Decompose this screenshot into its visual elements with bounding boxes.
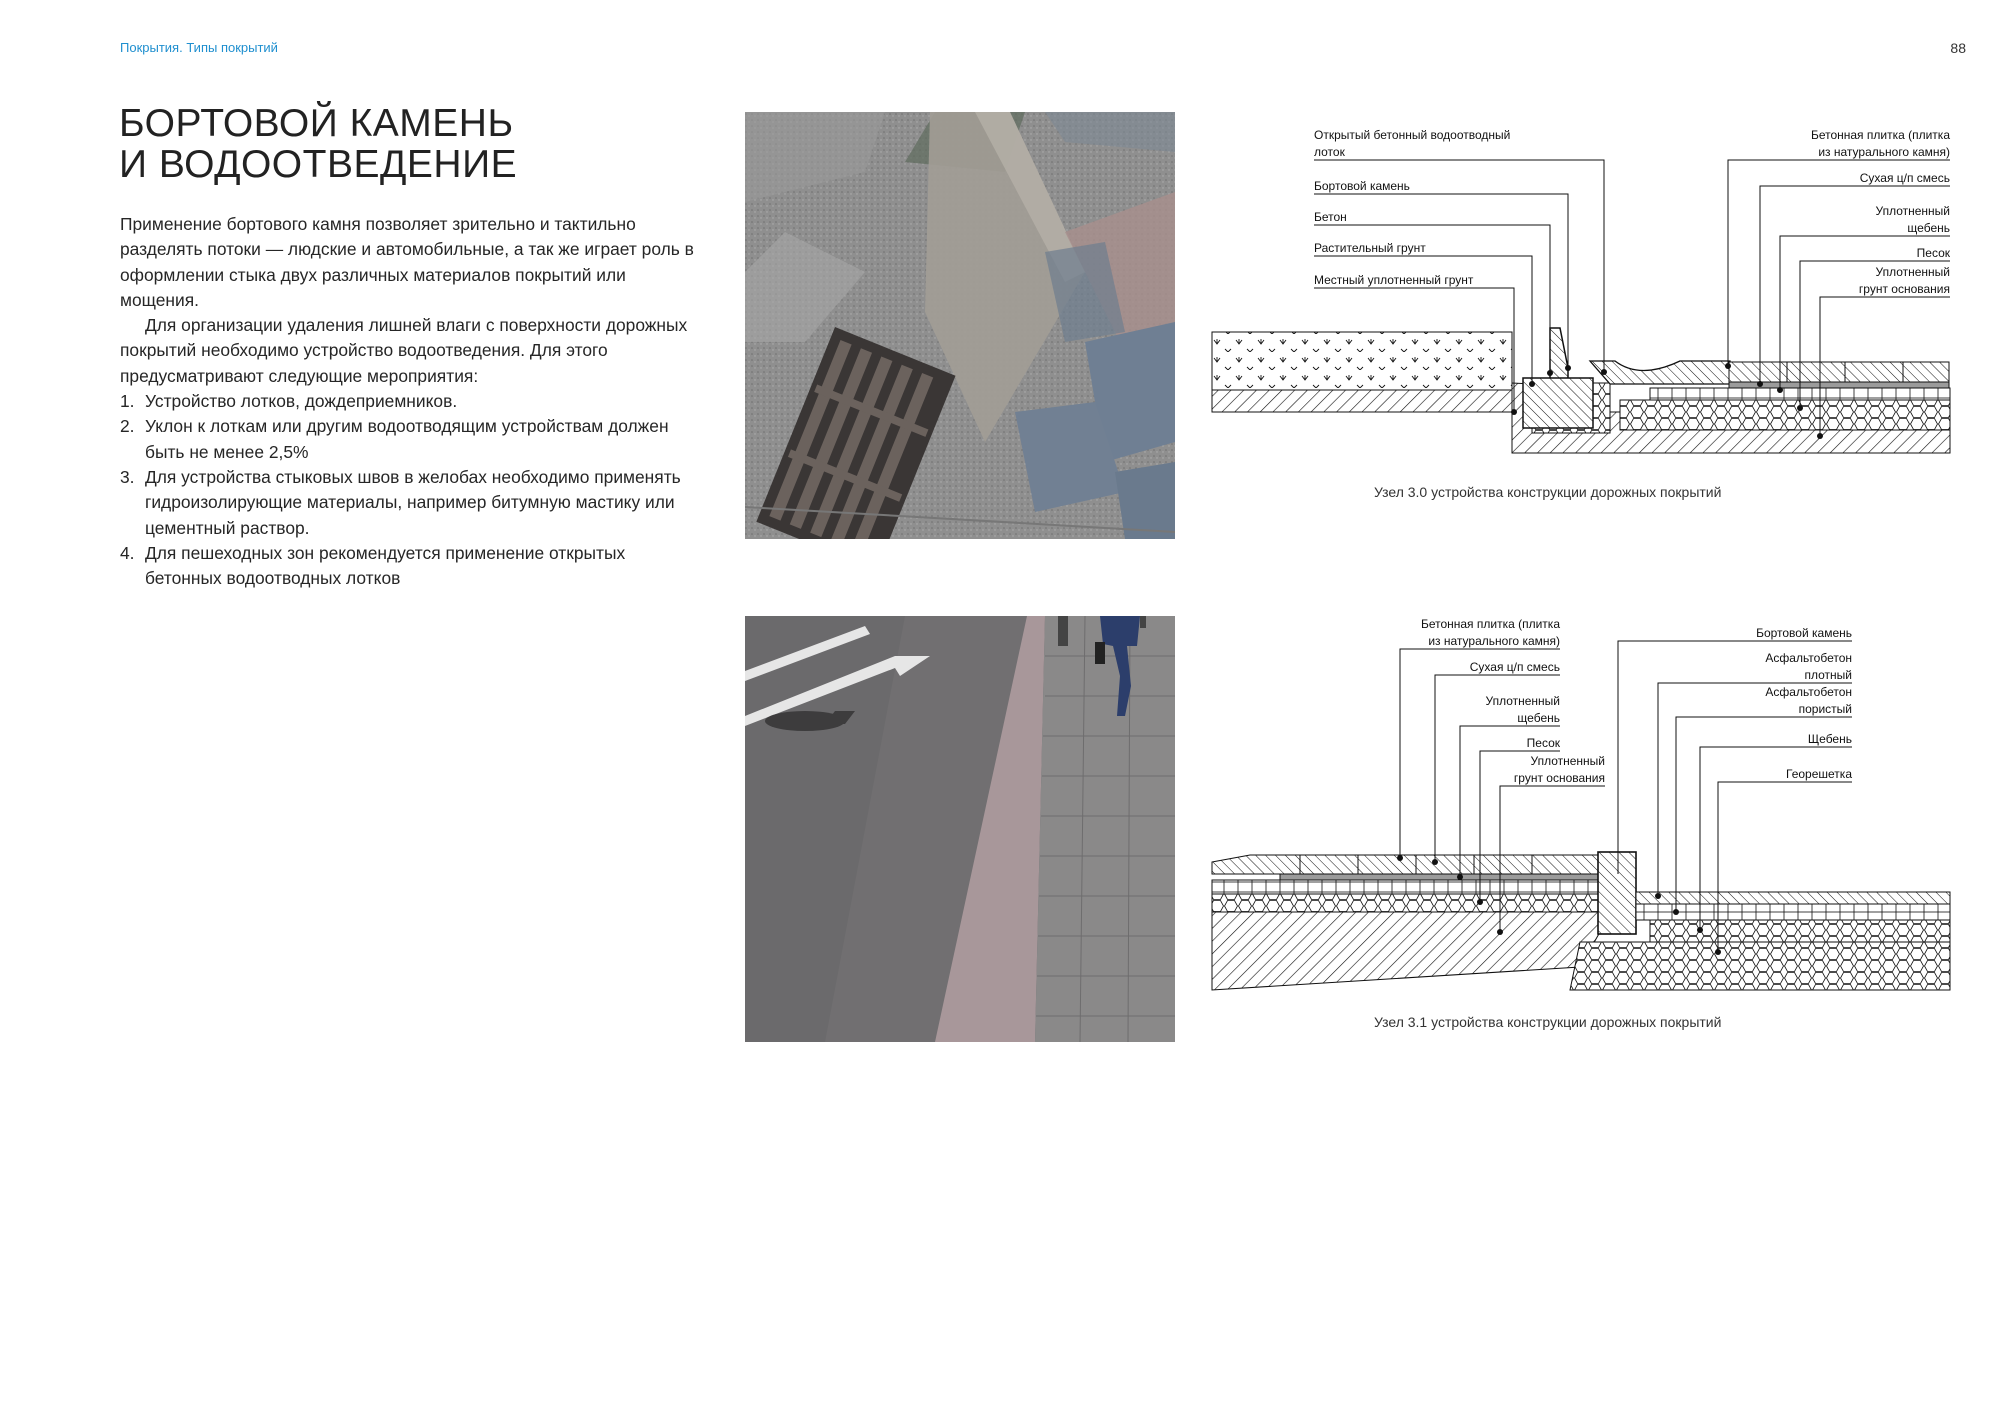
- label-base-soil-2: грунт основания: [1513, 771, 1605, 785]
- paragraph-1: Применение бортового камня позволяет зрительно и тактильно разделять потоки — людские и автомобильные, а так же играет роль в оформлении стыка двух различных материалов покрытий или мощения.: [120, 214, 694, 310]
- label-open-tray-2: лоток: [1314, 145, 1345, 159]
- label-sand: Песок: [1526, 736, 1560, 750]
- list-text: Для пешеходных зон рекомендуется применение открытых бетонных водоотводных лотков: [145, 542, 626, 589]
- label-base-soil-2: грунт основания: [1858, 282, 1950, 296]
- page-title: [119, 103, 517, 185]
- label-curb: Бортовой камень: [1756, 626, 1852, 640]
- page-title-line2: И ВОДООТВЕДЕНИЕ: [119, 143, 518, 186]
- measures-list: [120, 389, 700, 591]
- label-geogrid: Георешетка: [1786, 767, 1852, 781]
- list-number: 2.: [120, 416, 135, 437]
- list-item: [120, 541, 700, 592]
- list-text: Уклон к лоткам или другим водоотводящим устройствам должен быть не менее 2,5%: [145, 416, 669, 462]
- label-dry-mix: Сухая ц/п смесь: [1859, 171, 1950, 185]
- label-crushed-stone: Щебень: [1807, 732, 1852, 746]
- body-text: [120, 212, 700, 591]
- list-number: 1.: [120, 391, 135, 412]
- label-tile-2: из натурального камня): [1428, 634, 1560, 648]
- label-asphalt-dense-2: плотный: [1804, 668, 1852, 682]
- drain-grate-photo: [745, 112, 1175, 539]
- label-asphalt-porous-2: пористый: [1798, 702, 1852, 716]
- list-number: 4.: [120, 542, 135, 563]
- label-gravel-2: щебень: [1907, 221, 1950, 235]
- list-item: [120, 465, 700, 541]
- label-tile-1: Бетонная плитка (плитка: [1810, 128, 1950, 142]
- label-concrete: Бетон: [1314, 210, 1347, 224]
- caption-diagram-3-1: Узел 3.1 устройства конструкции дорожных покрытий: [1374, 1014, 1722, 1030]
- list-text: Устройство лотков, дождеприемников.: [145, 391, 458, 412]
- list-text: Для устройства стыковых швов в желобах необходимо применять гидроизолирующие материалы, например битумную мастику или цементный раствор.: [145, 466, 681, 538]
- list-item: [120, 414, 700, 465]
- label-asphalt-porous-1: Асфальтобетон: [1765, 685, 1852, 699]
- page-title-line1: БОРТОВОЙ КАМЕНЬ: [119, 102, 514, 145]
- diagram-node-3-1: [1210, 612, 1980, 1012]
- label-sand: Песок: [1916, 246, 1950, 260]
- label-open-tray-1: Открытый бетонный водоотводный: [1314, 128, 1511, 142]
- label-plant-soil: Растительный грунт: [1314, 241, 1426, 255]
- label-gravel-1: Уплотненный: [1485, 694, 1560, 708]
- paragraph-2: Для организации удаления лишней влаги с поверхности дорожных покрытий необходимо устройство водоотведения. Для этого предусматривают следующие мероприятия:: [120, 315, 688, 386]
- road-curb-photo: [745, 616, 1175, 1042]
- label-base-soil-1: Уплотненный: [1530, 754, 1605, 768]
- label-curb: Бортовой камень: [1314, 179, 1410, 193]
- caption-diagram-3-0: Узел 3.0 устройства конструкции дорожных покрытий: [1374, 484, 1722, 500]
- diagram-node-3-0: [1210, 118, 1980, 478]
- label-base-soil-1: Уплотненный: [1875, 265, 1950, 279]
- list-item: [120, 389, 700, 414]
- list-number: 3.: [120, 466, 135, 487]
- page-number: 88: [1950, 40, 1966, 56]
- label-tile-1: Бетонная плитка (плитка: [1420, 617, 1560, 631]
- label-dry-mix: Сухая ц/п смесь: [1469, 660, 1560, 674]
- label-gravel-2: щебень: [1517, 711, 1560, 725]
- label-local-soil: Местный уплотненный грунт: [1314, 273, 1474, 287]
- label-tile-2: из натурального камня): [1818, 145, 1950, 159]
- section-breadcrumb: Покрытия. Типы покрытий: [120, 40, 278, 55]
- label-gravel-1: Уплотненный: [1875, 204, 1950, 218]
- label-asphalt-dense-1: Асфальтобетон: [1765, 651, 1852, 665]
